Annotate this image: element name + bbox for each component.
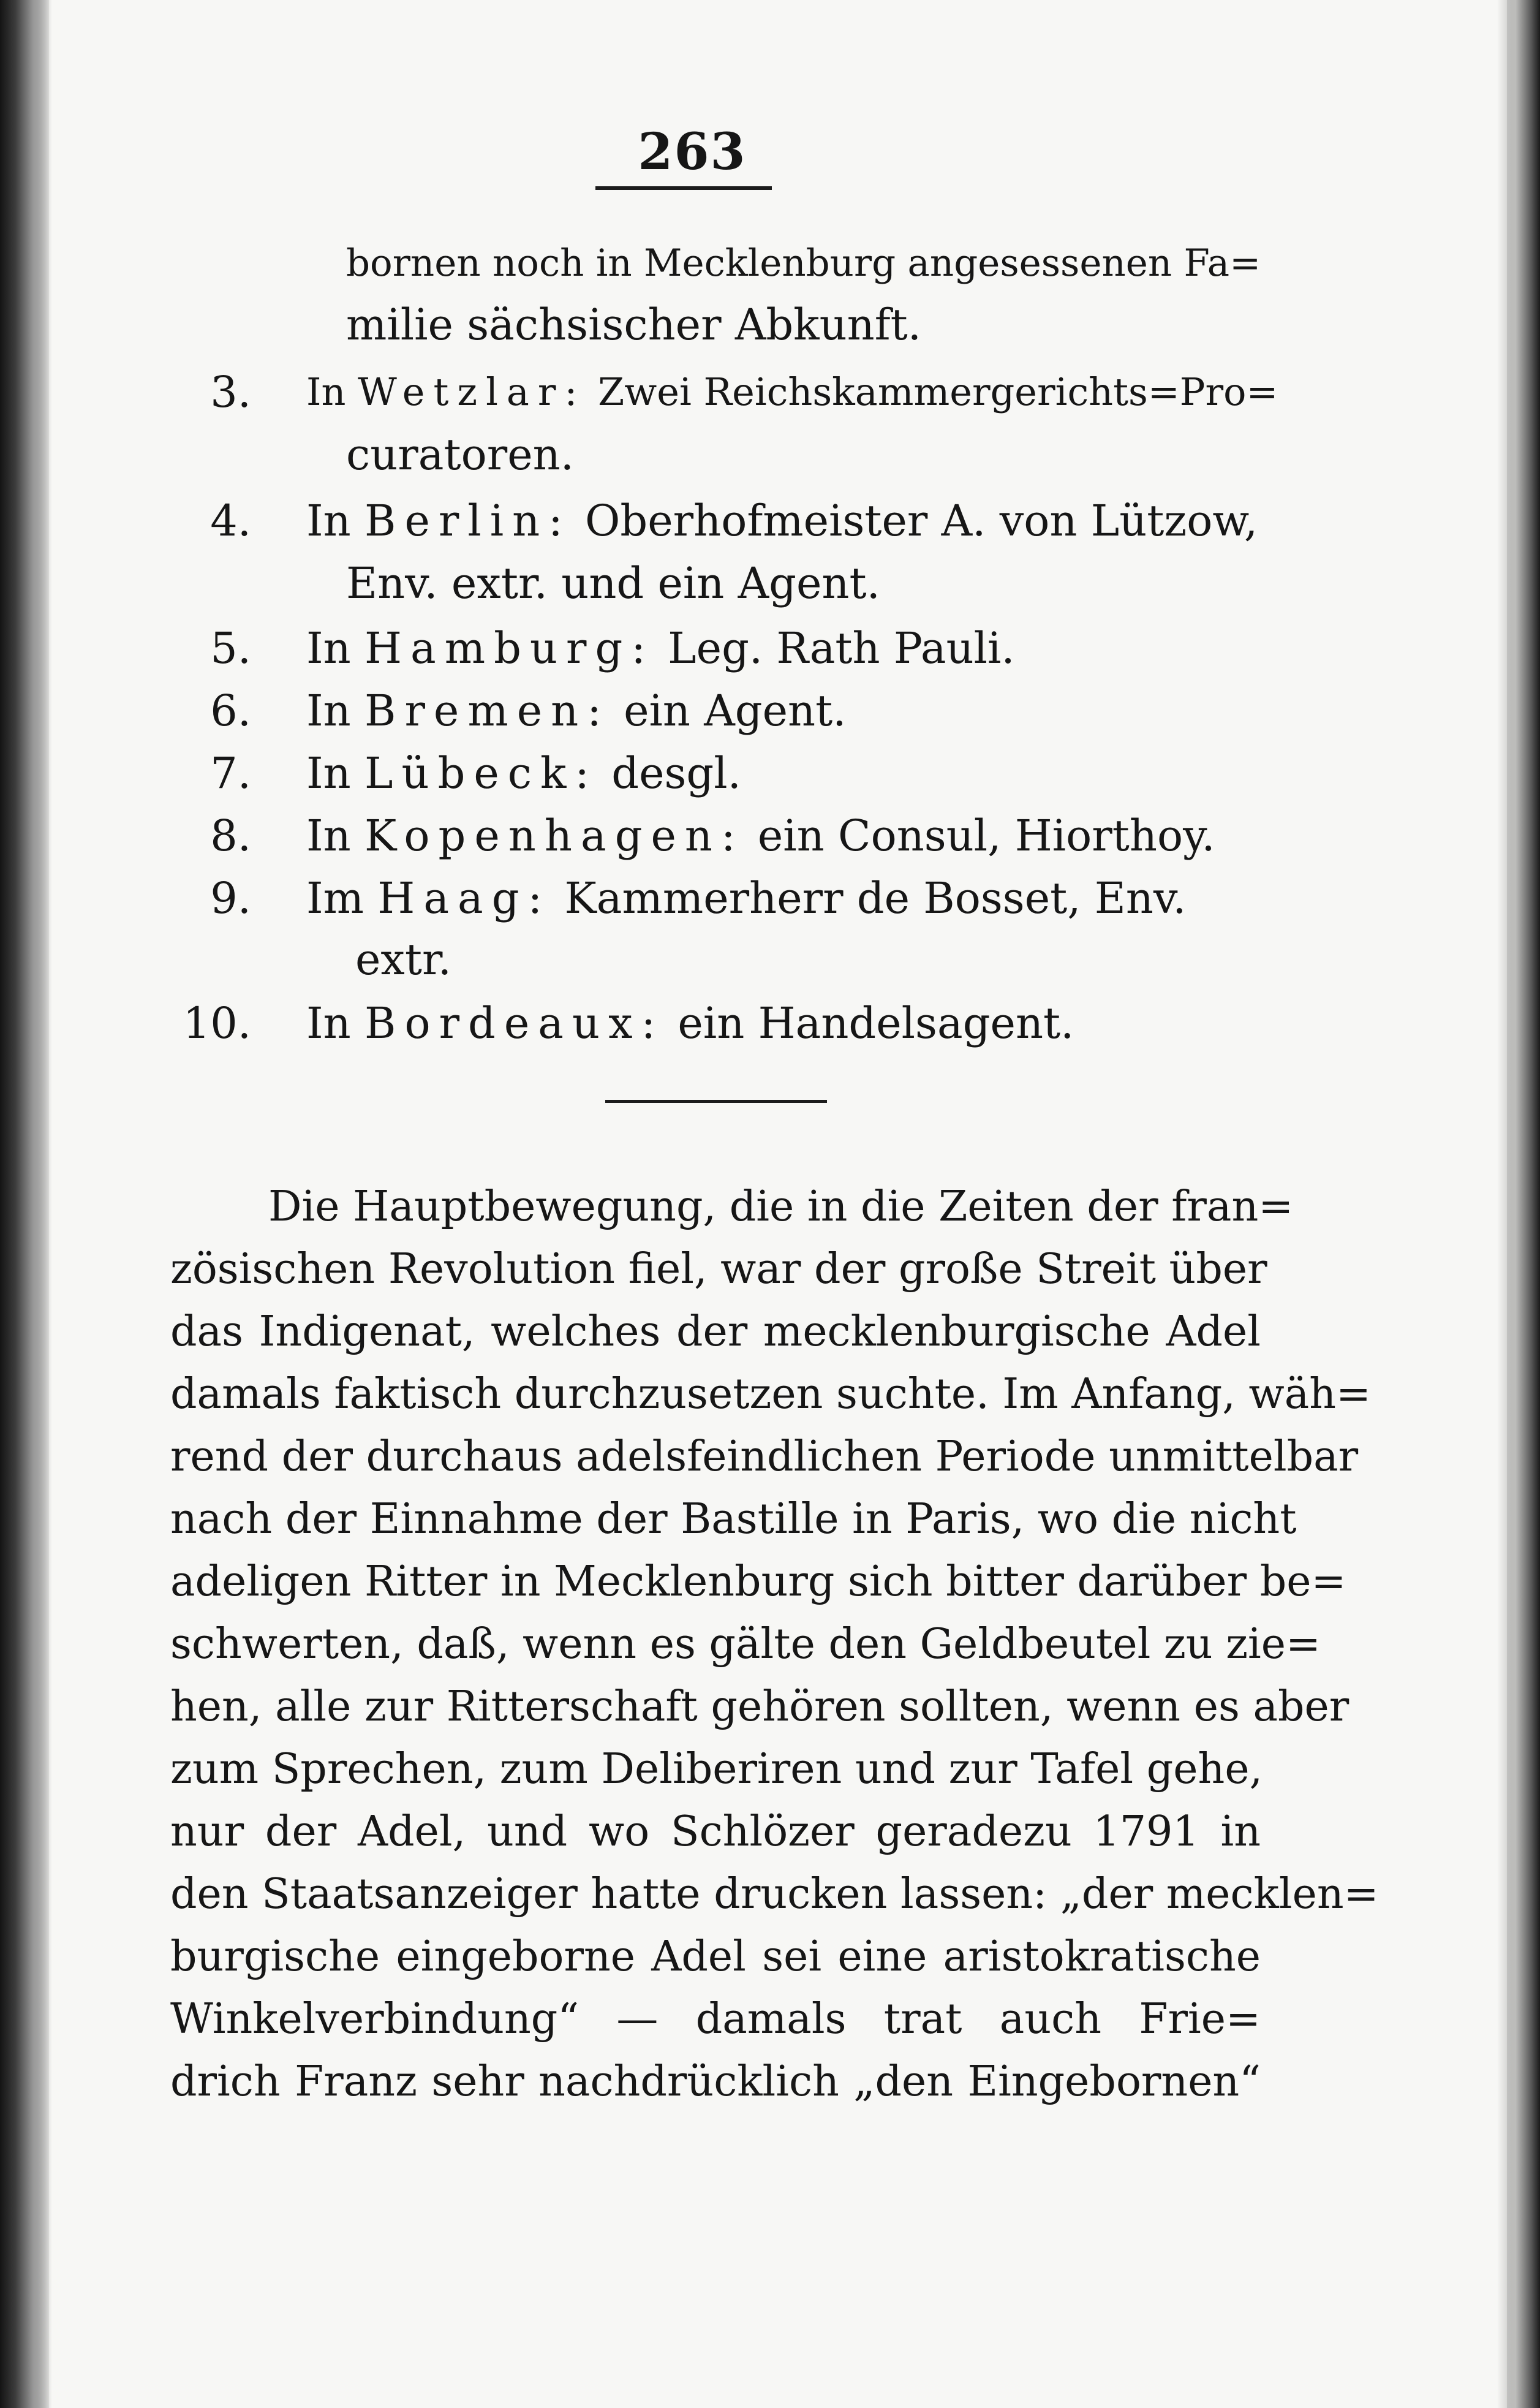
paragraph-line: burgische eingeborne Adel sei eine aristokratische xyxy=(170,1933,1261,1981)
list-item-prefix: Im xyxy=(306,873,378,923)
list-item-prefix: In xyxy=(306,748,364,798)
list-item-number: 10. xyxy=(183,998,251,1048)
paragraph-line: nach der Einnahme der Bastille in Paris, wo die nicht xyxy=(170,1495,1297,1543)
list-item-prefix: In xyxy=(306,623,364,673)
page-number-rule xyxy=(595,186,772,190)
list-item xyxy=(306,362,1278,423)
list-item-place: Bremen: xyxy=(364,686,610,736)
list-item-place: Lübeck: xyxy=(364,748,598,798)
list-item-place: Haag: xyxy=(377,873,551,923)
list-item-number: 9. xyxy=(210,873,251,923)
list-item-prefix: In xyxy=(306,811,364,861)
list-item-prefix: In xyxy=(306,369,358,414)
list-item-text: Kammerherr de Bosset, Env. xyxy=(551,873,1187,923)
paragraph-line: adeligen Ritter in Mecklenburg sich bitter darüber be= xyxy=(170,1558,1346,1606)
paragraph-line: rend der durchaus adelsfeindlichen Periode unmittelbar xyxy=(170,1433,1359,1481)
paragraph-line: hen, alle zur Ritterschaft gehören sollten, wenn es aber xyxy=(170,1683,1349,1731)
list-item-prefix: In xyxy=(306,998,364,1048)
paragraph-line: zum Sprechen, zum Deliberiren und zur Tafel gehe, xyxy=(170,1745,1263,1793)
list-item-prefix: In xyxy=(306,686,364,736)
list-item-text: ein Agent. xyxy=(610,686,847,736)
page-number: 263 xyxy=(638,123,747,181)
paragraph-line: Winkelverbindung“ — damals trat auch Frie= xyxy=(170,1995,1261,2043)
list-continuation-line: milie sächsischer Abkunft. xyxy=(346,300,922,350)
list-item-number: 5. xyxy=(210,623,251,673)
list-item-place: Wetzlar: xyxy=(358,369,586,414)
list-item-continuation: curatoren. xyxy=(346,430,574,480)
list-item xyxy=(306,805,1215,866)
list-item-number: 4. xyxy=(210,496,251,546)
list-item-continuation: Env. extr. und ein Agent. xyxy=(346,558,880,608)
list-item-continuation: extr. xyxy=(355,934,452,985)
section-divider xyxy=(605,1100,827,1103)
paragraph-line: zösischen Revolution fiel, war der große Streit über xyxy=(170,1245,1267,1293)
list-item xyxy=(306,868,1186,929)
list-item-text: Leg. Rath Pauli. xyxy=(654,623,1015,673)
list-item-text: Zwei Reichskammergerichts=Pro= xyxy=(586,369,1278,414)
list-item-number: 7. xyxy=(210,748,251,798)
list-item-place: Berlin: xyxy=(364,496,572,546)
list-item-prefix: In xyxy=(306,496,364,546)
list-continuation-line: bornen noch in Mecklenburg angesessenen Fa= xyxy=(346,241,1261,285)
paragraph-line: schwerten, daß, wenn es gälte den Geldbeutel zu zie= xyxy=(170,1620,1321,1668)
edge-shadow-right xyxy=(1497,0,1540,2408)
list-item-number: 6. xyxy=(210,686,251,736)
list-item-text: Oberhofmeister A. von Lützow, xyxy=(571,496,1258,546)
list-item-text: ein Handelsagent. xyxy=(664,998,1074,1048)
list-item xyxy=(306,680,846,741)
list-item xyxy=(306,993,1074,1054)
paragraph-line: nur der Adel, und wo Schlözer geradezu 1791 in xyxy=(170,1808,1261,1856)
list-item-place: Kopenhagen: xyxy=(364,811,744,861)
list-item-text: desgl. xyxy=(598,748,741,798)
paragraph-line: das Indigenat, welches der mecklenburgische Adel xyxy=(170,1308,1261,1356)
list-item-text: ein Consul, Hiorthoy. xyxy=(744,811,1215,861)
list-item-number: 8. xyxy=(210,811,251,861)
list-item xyxy=(306,618,1015,679)
list-item-number: 3. xyxy=(210,367,251,417)
paragraph-line: drich Franz sehr nachdrücklich „den Eingebornen“ xyxy=(170,2058,1261,2106)
paragraph-line: den Staatsanzeiger hatte drucken lassen: „der mecklen= xyxy=(170,1870,1379,1918)
list-item-place: Hamburg: xyxy=(364,623,654,673)
list-item xyxy=(306,490,1258,551)
list-item xyxy=(306,743,741,804)
list-item-place: Bordeaux: xyxy=(364,998,665,1048)
binding-shadow-left xyxy=(0,0,52,2408)
paragraph-line: damals faktisch durchzusetzen suchte. Im Anfang, wäh= xyxy=(170,1370,1372,1418)
paragraph-line: Die Hauptbewegung, die in die Zeiten der fran= xyxy=(268,1183,1294,1231)
